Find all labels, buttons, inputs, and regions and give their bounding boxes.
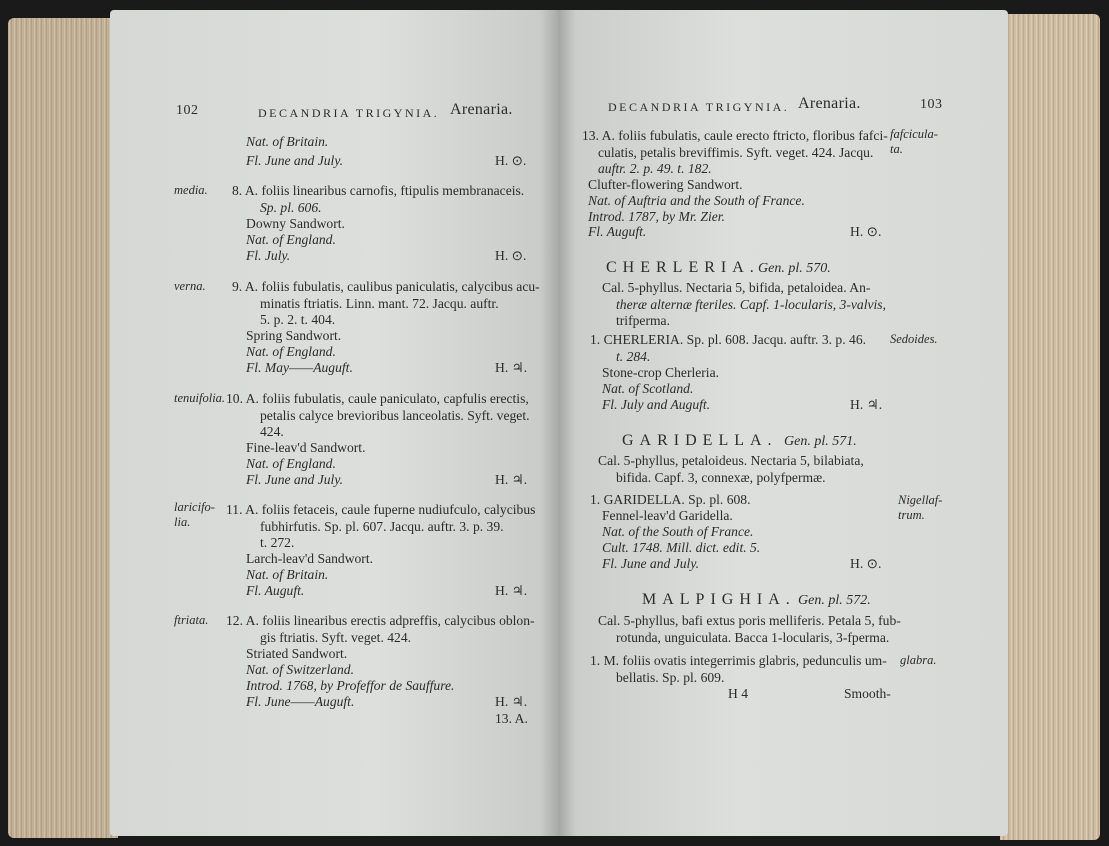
margin-species-name: ta. [890, 142, 903, 156]
margin-species-name: glabra. [900, 653, 937, 667]
margin-species-name: fafcicula- [890, 127, 938, 141]
entry-line: Nat. of Britain. [246, 567, 329, 582]
running-genus: Arenaria. [450, 101, 513, 118]
entry-line: Fl. June——Auguft. [246, 694, 355, 709]
genus-description-line: Cal. 5-phyllus, petaloideus. Nectaria 5, bilabiata, [598, 453, 864, 468]
habit-symbol: H. ⊙. [495, 248, 527, 263]
entry-line: Nat. of the South of France. [602, 524, 754, 539]
entry-line: Nat. of Scotland. [602, 381, 694, 396]
entry-line: Fl. July and Auguft. [602, 397, 711, 412]
entry-line: Clufter-flowering Sandwort. [588, 177, 743, 192]
entry-line: Nat. of Britain. [246, 134, 329, 149]
entry-line: 9. A. foliis fubulatis, caulibus paniculatis, calycibus acu- [232, 279, 540, 294]
habit-symbol: H. ♃. [495, 360, 528, 375]
entry-line: Downy Sandwort. [246, 216, 345, 231]
entry-line: Nat. of Auftria and the South of France. [588, 193, 805, 208]
genus-description-line: theræ alternæ fteriles. Capf. 1-locularis, 3-valvis, [616, 297, 886, 312]
entry-line: 1. GARIDELLA. Sp. pl. 608. [590, 492, 751, 507]
genus-description-line: Cal. 5-phyllus. Nectaria 5, bifida, petaloidea. An- [602, 280, 871, 295]
genus-reference: Gen. pl. 572. [798, 593, 871, 608]
entry-line: 13. A. foliis fubulatis, caule erecto ftricto, floribus fafci- [582, 128, 888, 143]
entry-line: Fl. May——Auguft. [246, 360, 353, 375]
running-head: DECANDRIA TRIGYNIA. [258, 106, 440, 120]
running-genus: Arenaria. [798, 95, 861, 112]
left-page-edges [8, 18, 118, 838]
habit-symbol: H. ⊙. [495, 153, 527, 168]
habit-symbol: H. ♃. [495, 472, 528, 487]
genus-description-line: rotunda, unguiculata. Bacca 1-locularis, 3-fperma. [616, 630, 890, 645]
entry-line: Striated Sandwort. [246, 646, 348, 661]
entry-line: Introd. 1787, by Mr. Zier. [588, 209, 725, 224]
entry-line: Fl. June and July. [246, 472, 344, 487]
catchword: Smooth- [844, 686, 891, 701]
habit-symbol: H. ⊙. [850, 556, 882, 571]
left-page [110, 10, 558, 836]
entry-line: gis ftriatis. Syft. veget. 424. [260, 630, 412, 645]
genus-description-line: Cal. 5-phyllus, bafi extus poris melliferis. Petala 5, fub- [598, 613, 901, 628]
genus-description-line: bifida. Capf. 3, connexæ, polyfpermæ. [616, 470, 826, 485]
margin-species-name: laricifo- [174, 500, 215, 514]
entry-line: Fennel-leav'd Garidella. [602, 508, 733, 523]
entry-line: Fl. June and July. [602, 556, 700, 571]
margin-species-name: lia. [174, 515, 191, 529]
entry-line: 1. CHERLERIA. Sp. pl. 608. Jacqu. auftr. 3. p. 46. [590, 332, 867, 347]
entry-line: Fl. July. [246, 248, 291, 263]
genus-heading: CHERLERIA. [606, 259, 760, 276]
signature-mark: H 4 [728, 686, 749, 701]
genus-reference: Gen. pl. 571. [784, 434, 857, 449]
entry-line: 1. M. foliis ovatis integerrimis glabris, pedunculis um- [590, 653, 887, 668]
entry-line: Fl. Auguft. [246, 583, 305, 598]
habit-symbol: H. ♃. [850, 397, 883, 412]
entry-line: Nat. of England. [246, 232, 336, 247]
entry-line: petalis calyce brevioribus lanceolatis. Syft. veget. [260, 408, 530, 423]
entry-line: 12. A. foliis linearibus erectis adpreffis, calycibus oblon- [226, 613, 535, 628]
genus-description-line: trifperma. [616, 313, 670, 328]
genus-heading: MALPIGHIA. [642, 591, 796, 608]
genus-reference: Gen. pl. 570. [758, 261, 831, 276]
margin-species-name: media. [174, 183, 208, 197]
entry-line: Sp. pl. 606. [260, 200, 322, 215]
entry-line: bellatis. Sp. pl. 609. [616, 670, 725, 685]
entry-line: Nat. of England. [246, 456, 336, 471]
margin-species-name: trum. [898, 508, 925, 522]
running-head: DECANDRIA TRIGYNIA. [608, 100, 790, 114]
entry-line: Introd. 1768, by Profeffor de Sauffure. [246, 678, 455, 693]
genus-heading: GARIDELLA. [622, 432, 778, 449]
margin-species-name: Sedoides. [890, 332, 938, 346]
entry-line: culatis, petalis breviffimis. Syft. veget. 424. Jacqu. [598, 145, 874, 160]
page-number: 103 [920, 97, 943, 112]
entry-line: Fl. Auguft. [588, 224, 647, 239]
habit-symbol: H. ⊙. [850, 224, 882, 239]
margin-species-name: verna. [174, 279, 206, 293]
entry-line: Nat. of England. [246, 344, 336, 359]
entry-line: 424. [260, 424, 284, 439]
entry-line: Larch-leav'd Sandwort. [246, 551, 374, 566]
entry-line: 10. A. foliis fubulatis, caule paniculato, capfulis erectis, [226, 391, 529, 406]
entry-line: Stone-crop Cherleria. [602, 365, 720, 380]
margin-species-name: ftriata. [174, 613, 209, 627]
entry-line: t. 272. [260, 535, 295, 550]
entry-line: minatis ftriatis. Linn. mant. 72. Jacqu. auftr. [260, 296, 499, 311]
catchword: 13. A. [495, 711, 528, 726]
entry-line: Fine-leav'd Sandwort. [246, 440, 366, 455]
entry-line: Spring Sandwort. [246, 328, 342, 343]
entry-line: t. 284. [616, 349, 651, 364]
habit-symbol: H. ♃. [495, 694, 528, 709]
right-page-edges [1000, 14, 1100, 840]
margin-species-name: Nigellaf- [898, 493, 943, 507]
habit-symbol: H. ♃. [495, 583, 528, 598]
entry-line: 5. p. 2. t. 404. [260, 312, 336, 327]
right-page [558, 10, 1008, 836]
page-number: 102 [176, 103, 199, 118]
entry-line: Cult. 1748. Mill. dict. edit. 5. [602, 540, 761, 555]
entry-line: 8. A. foliis linearibus carnofis, ftipulis membranaceis. [232, 183, 525, 198]
entry-line: fubhirfutis. Sp. pl. 607. Jacqu. auftr. 3. p. 39. [260, 519, 504, 534]
entry-line: Fl. June and July. [246, 153, 344, 168]
entry-line: auftr. 2. p. 49. t. 182. [598, 161, 712, 176]
entry-line: Nat. of Switzerland. [246, 662, 355, 677]
entry-line: 11. A. foliis fetaceis, caule fuperne nudiufculo, calycibus [226, 502, 536, 517]
margin-species-name: tenuifolia. [174, 391, 226, 405]
